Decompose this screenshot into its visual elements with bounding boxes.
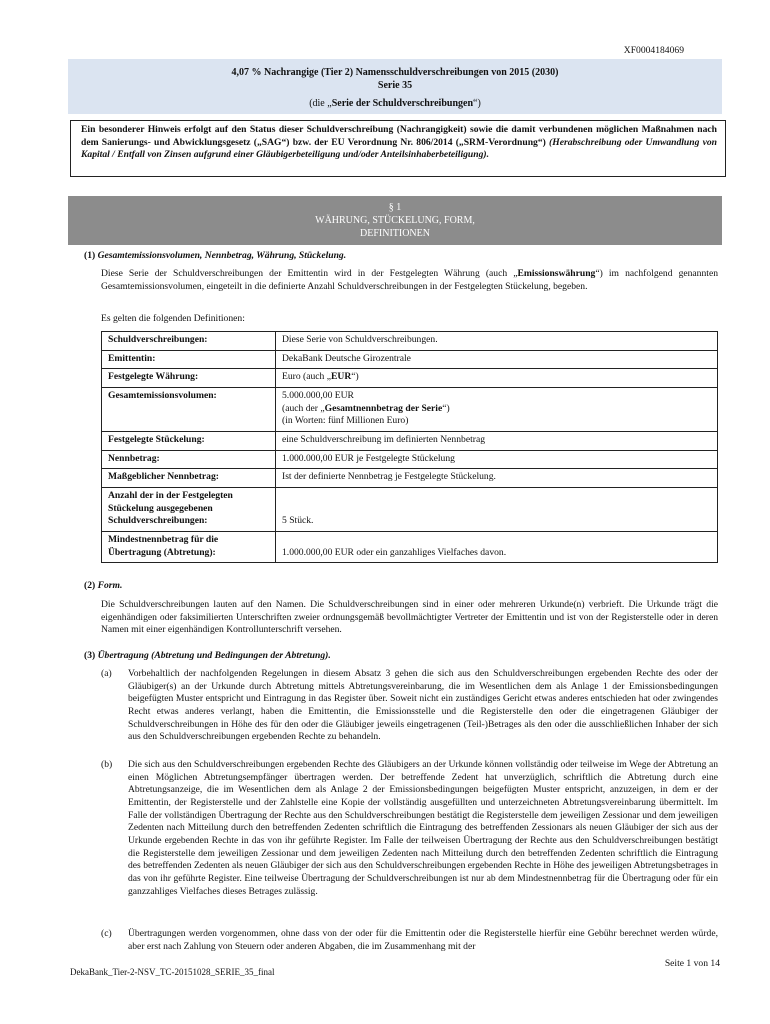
section-number: § 1 xyxy=(388,202,402,213)
table-row xyxy=(102,431,718,450)
definition-term: Nennbetrag: xyxy=(102,450,276,469)
definition-term: Maßgeblicher Nennbetrag: xyxy=(102,469,276,488)
page-number: Seite 1 von 14 xyxy=(664,958,720,969)
list-item xyxy=(101,668,718,744)
list-item-text: Vorbehaltlich der nachfolgenden Regelungen in diesem Absatz 3 gehen die sich aus den Schuldverschreibungen ergebenden Rechte des oder der Gläubiger(s) an der Urkunde durch Abtretung mittels Abtretungsvereinbarung, die im Wesentlichen dem als Anlage 1 der Emissionsbedingungen beigefügten Muster entspricht und Eintragung in das Register über. Soweit nicht ein zuständiges Gericht etwas anderes entschieden hat oder zwingendes Recht etwas anderes verlangt, haben die Emittentin, die Emissionsstelle und die Registerstelle den oder die eingetragenen Gläubiger der Schuldverschreibungen in Höhe des für den oder die Gläubiger jeweils eingetragenen (Teil-)Betrages als den oder die ausschließlichen Inhaber der sich aus den Schuldverschreibungen ergebenden Rechte zu behandeln. xyxy=(128,668,718,743)
definition-term: Festgelegte Stückelung: xyxy=(102,431,276,450)
section-title-line-1: WÄHRUNG, STÜCKELUNG, FORM, xyxy=(315,215,475,226)
list-item-label: (b) xyxy=(101,759,113,770)
definition-term: Gesamtemissionsvolumen: xyxy=(102,387,276,431)
definition-term: Festgelegte Währung: xyxy=(102,369,276,388)
table-row xyxy=(102,332,718,351)
title-box xyxy=(68,59,722,114)
paragraph-1-text: Diese Serie der Schuldverschreibungen der Emittentin wird in der Festgelegten Währung (auch „Emissionswährung“) im nachfolgend genannten Gesamtemissionsvolumen, eingeteilt in die definierte Anzahl Schuldverschreibungen in der Festgelegten Stückelung, begeben. xyxy=(101,268,718,292)
title-line-1: 4,07 % Nachrangige (Tier 2) Namensschuldverschreibungen von 2015 (2030) xyxy=(231,67,559,78)
definition-term: Mindestnennbetrag für die Übertragung (Abtretung): xyxy=(102,531,276,562)
definitions-table xyxy=(101,331,718,563)
list-item-text: Übertragungen werden vorgenommen, ohne dass von der oder für die Emittentin oder die Registerstelle hierfür eine Gebühr berechnet werden würde, aber erst nach Zahlung von Steuern oder anderen Abgaben, die im Zusammenhang mit der xyxy=(128,928,718,952)
definition-value: 5.000.000,00 EUR (auch der „Gesamtnennbetrag der Serie“) (in Worten: fünf Millionen Euro) xyxy=(276,387,718,431)
list-item xyxy=(101,759,718,898)
definition-value: Ist der definierte Nennbetrag je Festgelegte Stückelung. xyxy=(276,469,718,488)
table-row xyxy=(102,469,718,488)
notice-italic-text: (Herabschreibung oder Umwandlung von Kapital / Entfall von Zinsen aufgrund einer Gläubigerbeteiligung und/oder Anteilsinhaberbeteiligung). xyxy=(81,136,718,161)
file-name: DekaBank_Tier-2-NSV_TC-20151028_SERIE_35_final xyxy=(70,967,275,977)
subordination-notice xyxy=(70,120,726,177)
definition-value: eine Schuldverschreibung im definierten Nennbetrag xyxy=(276,431,718,450)
list-item-label: (c) xyxy=(101,928,112,939)
definition-value: 1.000.000,00 EUR oder ein ganzahliges Vielfaches davon. xyxy=(276,531,718,562)
document-id: XF0004184069 xyxy=(623,45,684,56)
definition-value: 5 Stück. xyxy=(276,487,718,531)
notice-bold-text: Ein besonderer Hinweis erfolgt auf den Status dieser Schuldverschreibung (Nachrangigkeit) sowie die damit verbundenen möglichen Maßnahmen nach dem Sanierungs- und Abwicklungsgesetz („SAG“) bzw. der EU Verordnung Nr. 806/2014 („SRM-Verordnung“) xyxy=(81,124,717,148)
definition-value: Euro (auch „EUR“) xyxy=(276,369,718,388)
paragraph-1-heading: (1) Gesamtemissionsvolumen, Nennbetrag, Währung, Stückelung. xyxy=(84,250,347,261)
title-line-3: (die „Serie der Schuldverschreibungen“) xyxy=(309,98,481,110)
definitions-intro: Es gelten die folgenden Definitionen: xyxy=(101,313,245,324)
table-row xyxy=(102,487,718,531)
definition-term: Emittentin: xyxy=(102,350,276,369)
definition-term: Schuldverschreibungen: xyxy=(102,332,276,351)
section-heading xyxy=(68,196,722,245)
section-title-line-2: DEFINITIONEN xyxy=(360,228,430,239)
list-item-text: Die sich aus den Schuldverschreibungen ergebenden Rechte des Gläubigers an der Urkunde können vollständig oder teilweise im Wege der Abtretung an einen Möglichen Abtretungsempfänger übertragen werden. Der betreffende Zedent hat unverzüglich, schriftlich die Abtretung durch eine Abtretungsanzeige, die im Wesentlichen dem als Anlage 2 der Emissionsbedingungen beigefügten Muster entspricht, anzuzeigen, in dem er der Emittentin, der Registerstelle und der Zahlstelle eine Kopie der vollständig ausgefüllten und unterzeichneten Abtretungsvereinbarung übermittelt. Im Falle der vollständigen Übertragung der Rechte aus den Schuldverschreibungen bestätigt die Registerstelle dem jeweiligen Zessionar und dem jeweiligen Zedenten nach Mitteilung durch den betreffenden Zedenten schriftlich die Eintragung des betreffenden Zessionars als neuen Gläubiger der sich aus der Urkunde ergebenden Rechte in das von ihr geführte Register. Im Falle der teilweisen Übertragung der Rechte aus den Schuldverschreibungen bestätigt die Registerstelle dem jeweiligen Zessionar und dem jeweiligen Zedenten nach Mitteilung durch den betreffenden Zedenten schriftlich die Eintragung des betreffenden Zedenten als neuen Gläubiger der sich aus den Schuldverschreibungen ergebenden Rechte in Höhe des jeweiligen Abtretungsbetrages in das von ihr geführte Register. Eine teilweise Übertragung der Schuldverschreibungen ist nur ab dem Mindestnennbetrag für die Übertragung oder für ein ganzzahliges Vielfaches dieses Betrages zulässig. xyxy=(128,759,718,897)
definition-term: Anzahl der in der Festgelegten Stückelung ausgegebenen Schuldverschreibungen: xyxy=(102,487,276,531)
list-item xyxy=(101,928,718,953)
table-row xyxy=(102,350,718,369)
definition-value: DekaBank Deutsche Girozentrale xyxy=(276,350,718,369)
table-row xyxy=(102,387,718,431)
definition-value: Diese Serie von Schuldverschreibungen. xyxy=(276,332,718,351)
table-row xyxy=(102,531,718,562)
table-row xyxy=(102,450,718,469)
table-row xyxy=(102,369,718,388)
paragraph-2-text: Die Schuldverschreibungen lauten auf den Namen. Die Schuldverschreibungen sind in einer oder mehreren Urkunde(n) verbrieft. Die Urkunde trägt die eigenhändigen oder faksimilierten Unterschriften zweier ordnungsgemäß bevollmächtigter Vertreter der Emittentin und ist von der Registerstelle oder in deren Namen mit einer eigenhändigen Kontrollunterschrift versehen. xyxy=(101,599,718,636)
definition-value: 1.000.000,00 EUR je Festgelegte Stückelung xyxy=(276,450,718,469)
paragraph-3-heading: (3) Übertragung (Abtretung und Bedingungen der Abtretung). xyxy=(84,650,331,661)
title-line-2: Serie 35 xyxy=(377,80,413,92)
paragraph-2-heading: (2) Form. xyxy=(84,580,123,591)
list-item-label: (a) xyxy=(101,668,112,679)
